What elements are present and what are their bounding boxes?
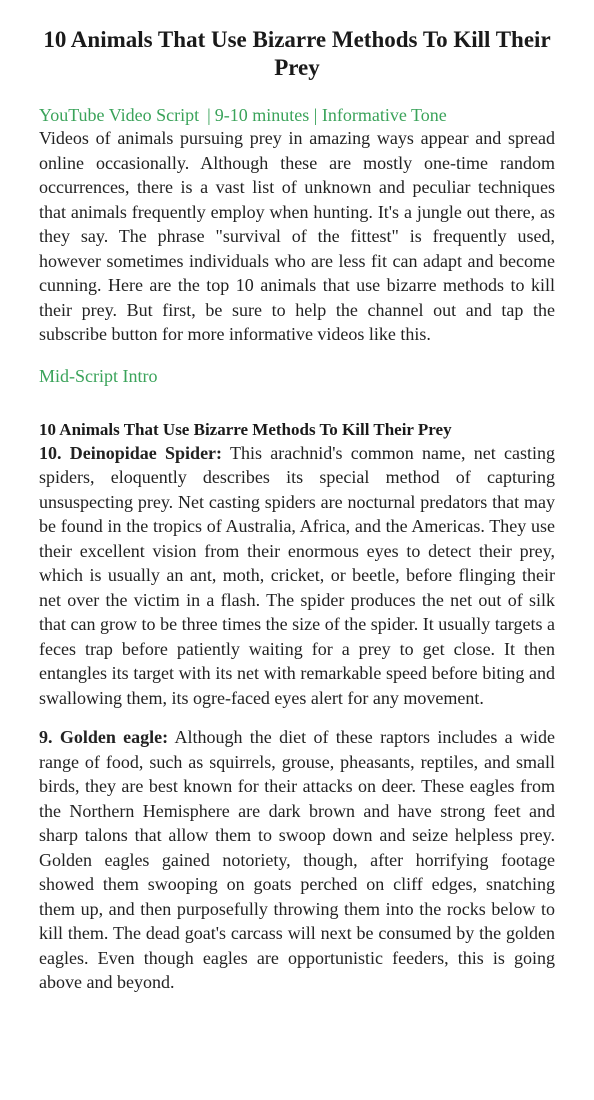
list-item (39, 725, 555, 995)
item-text: This arachnid's common name, net casting spiders, eloquently describes its special method of capturing unsuspecting prey. Net casting spiders are nocturnal predators that may be found in the tropics of Australia, Africa, and the Americas. They use their excellent vision from their enormous eyes to detect their prey, which is usually an ant, moth, cricket, or beetle, before flinging their net over the victim in a flash. The spider produces the net out of silk that can grow to be three times the size of the spider. It usually targets a feces trap before patiently waiting for a prey to get close. It then entangles its target with its net with remarkable speed before biting and swallowing them, its ogre-faced eyes alert for any movement. (39, 442, 555, 708)
item-text: Although the diet of these raptors includes a wide range of food, such as squirrels, grouse, pheasants, reptiles, and small birds, they are best known for their attacks on deer. These eagles from the Northern Hemisphere are dark brown and have strong feet and sharp talons that allow them to swoop down and seize helpless prey. Golden eagles gained notoriety, though, after horrifying footage showed them swooping on goats perched on cliff edges, snatching them up, and then purposefully throwing them into the rocks below to kill them. The dead goat's carcass will next be consumed by the golden eagles. Even though eagles are opportunistic feeders, this is going above and beyond. (39, 727, 555, 992)
item-title: 10. Deinopidae Spider: (39, 442, 223, 463)
document-title: 10 Animals That Use Bizarre Methods To Kill Their Prey (43, 27, 551, 80)
item-title: 9. Golden eagle: (39, 727, 169, 747)
script-meta (39, 104, 555, 126)
meta-separator: | (207, 105, 211, 125)
script-details: 9-10 minutes | Informative Tone (214, 105, 447, 125)
section-label: Mid-Script Intro (39, 365, 158, 386)
list-heading: 10 Animals That Use Bizarre Methods To Kill Their Prey (39, 419, 452, 439)
intro-paragraph: Videos of animals pursuing prey in amazing ways appear and spread online occasionally. Although these are mostly one-time random occurrences, there is a vast list of unknown and peculiar techniques that animals frequently employ when hunting. It's a jungle out there, as they say. The phrase "survival of the fittest" is frequently used, however sometimes individuals who are less fit can adapt and become cunning. Here are the top 10 animals that use bizarre methods to kill their prey. But first, be sure to help the channel out and tap the subscribe button for more informative videos like this. (39, 128, 555, 344)
list-item (39, 441, 555, 711)
script-type: YouTube Video Script (39, 105, 200, 125)
